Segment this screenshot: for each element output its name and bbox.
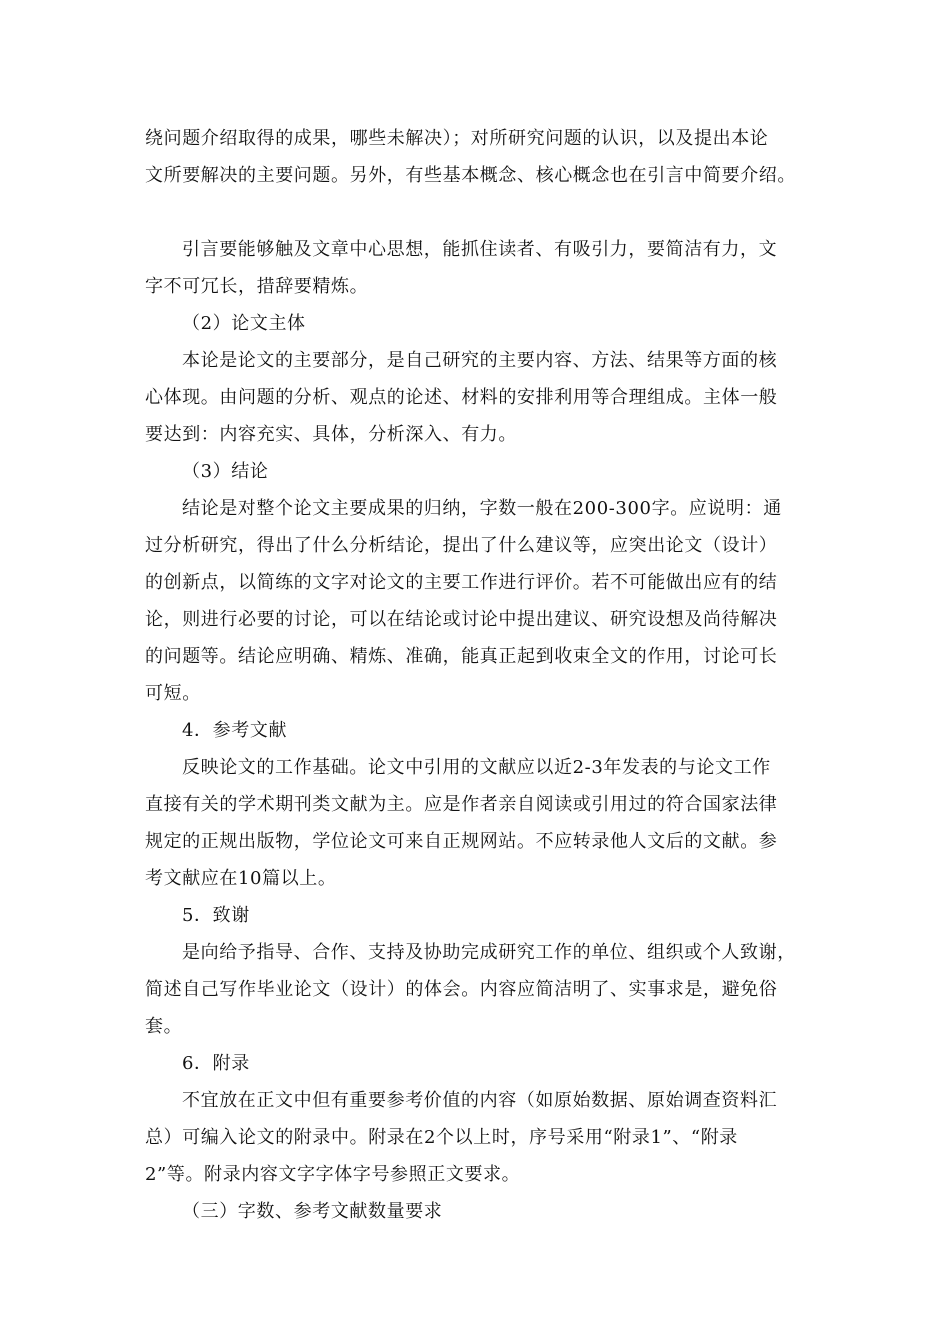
text-line: 心体现。由问题的分析、观点的论述、材料的安排利用等合理组成。主体一般 bbox=[145, 387, 778, 408]
text-line: 总）可编入论文的附录中。附录在2个以上时，序号采用“附录1”、“附录 bbox=[145, 1127, 738, 1148]
text-line: 的问题等。结论应明确、精炼、准确，能真正起到收束全文的作用，讨论可长 bbox=[145, 646, 778, 667]
text-line: 简述自己写作毕业论文（设计）的体会。内容应简洁明了、实事求是，避免俗 bbox=[145, 979, 778, 1000]
text-line: 套。 bbox=[145, 1016, 183, 1037]
section-heading: （2）论文主体 bbox=[182, 313, 306, 334]
text-line: 过分析研究，得出了什么分析结论，提出了什么建议等，应突出论文（设计） bbox=[145, 535, 778, 556]
text-line: 本论是论文的主要部分，是自己研究的主要内容、方法、结果等方面的核 bbox=[182, 350, 778, 371]
text-line: 是向给予指导、合作、支持及协助完成研究工作的单位、组织或个人致谢， bbox=[182, 942, 796, 963]
text-line: 的创新点，以简练的文字对论文的主要工作进行评价。若不可能做出应有的结 bbox=[145, 572, 778, 593]
text-line: 反映论文的工作基础。论文中引用的文献应以近2-3年发表的与论文工作 bbox=[182, 757, 771, 778]
text-line: 考文献应在10篇以上。 bbox=[145, 868, 337, 889]
text-line: 论，则进行必要的讨论，可以在结论或讨论中提出建议、研究设想及尚待解决 bbox=[145, 609, 778, 630]
text-line: 不宜放在正文中但有重要参考价值的内容（如原始数据、原始调查资料汇 bbox=[182, 1090, 778, 1111]
text-line: 直接有关的学术期刊类文献为主。应是作者亲自阅读或引用过的符合国家法律 bbox=[145, 794, 778, 815]
section-heading: （3）结论 bbox=[182, 461, 269, 482]
text-line: 结论是对整个论文主要成果的归纳，字数一般在200-300字。应说明：通 bbox=[182, 498, 782, 519]
text-line: 引言要能够触及文章中心思想，能抓住读者、有吸引力，要简洁有力，文 bbox=[182, 239, 778, 260]
text-line: 文所要解决的主要问题。另外，有些基本概念、核心概念也在引言中简要介绍。 bbox=[145, 165, 796, 186]
text-line: 字不可冗长，措辞要精炼。 bbox=[145, 276, 369, 297]
text-line: 2”等。附录内容文字字体字号参照正文要求。 bbox=[145, 1164, 521, 1185]
section-heading: 6．附录 bbox=[182, 1053, 250, 1074]
text-line: 要达到：内容充实、具体，分析深入、有力。 bbox=[145, 424, 517, 445]
section-heading: 5．致谢 bbox=[182, 905, 250, 926]
section-heading: 4．参考文献 bbox=[182, 720, 288, 741]
text-line: 绕问题介绍取得的成果，哪些未解决）；对所研究问题的认识，以及提出本论 bbox=[145, 128, 769, 149]
text-line: 可短。 bbox=[145, 683, 201, 704]
section-heading: （三）字数、参考文献数量要求 bbox=[182, 1201, 443, 1222]
text-line: 规定的正规出版物，学位论文可来自正规网站。不应转录他人文后的文献。参 bbox=[145, 831, 778, 852]
